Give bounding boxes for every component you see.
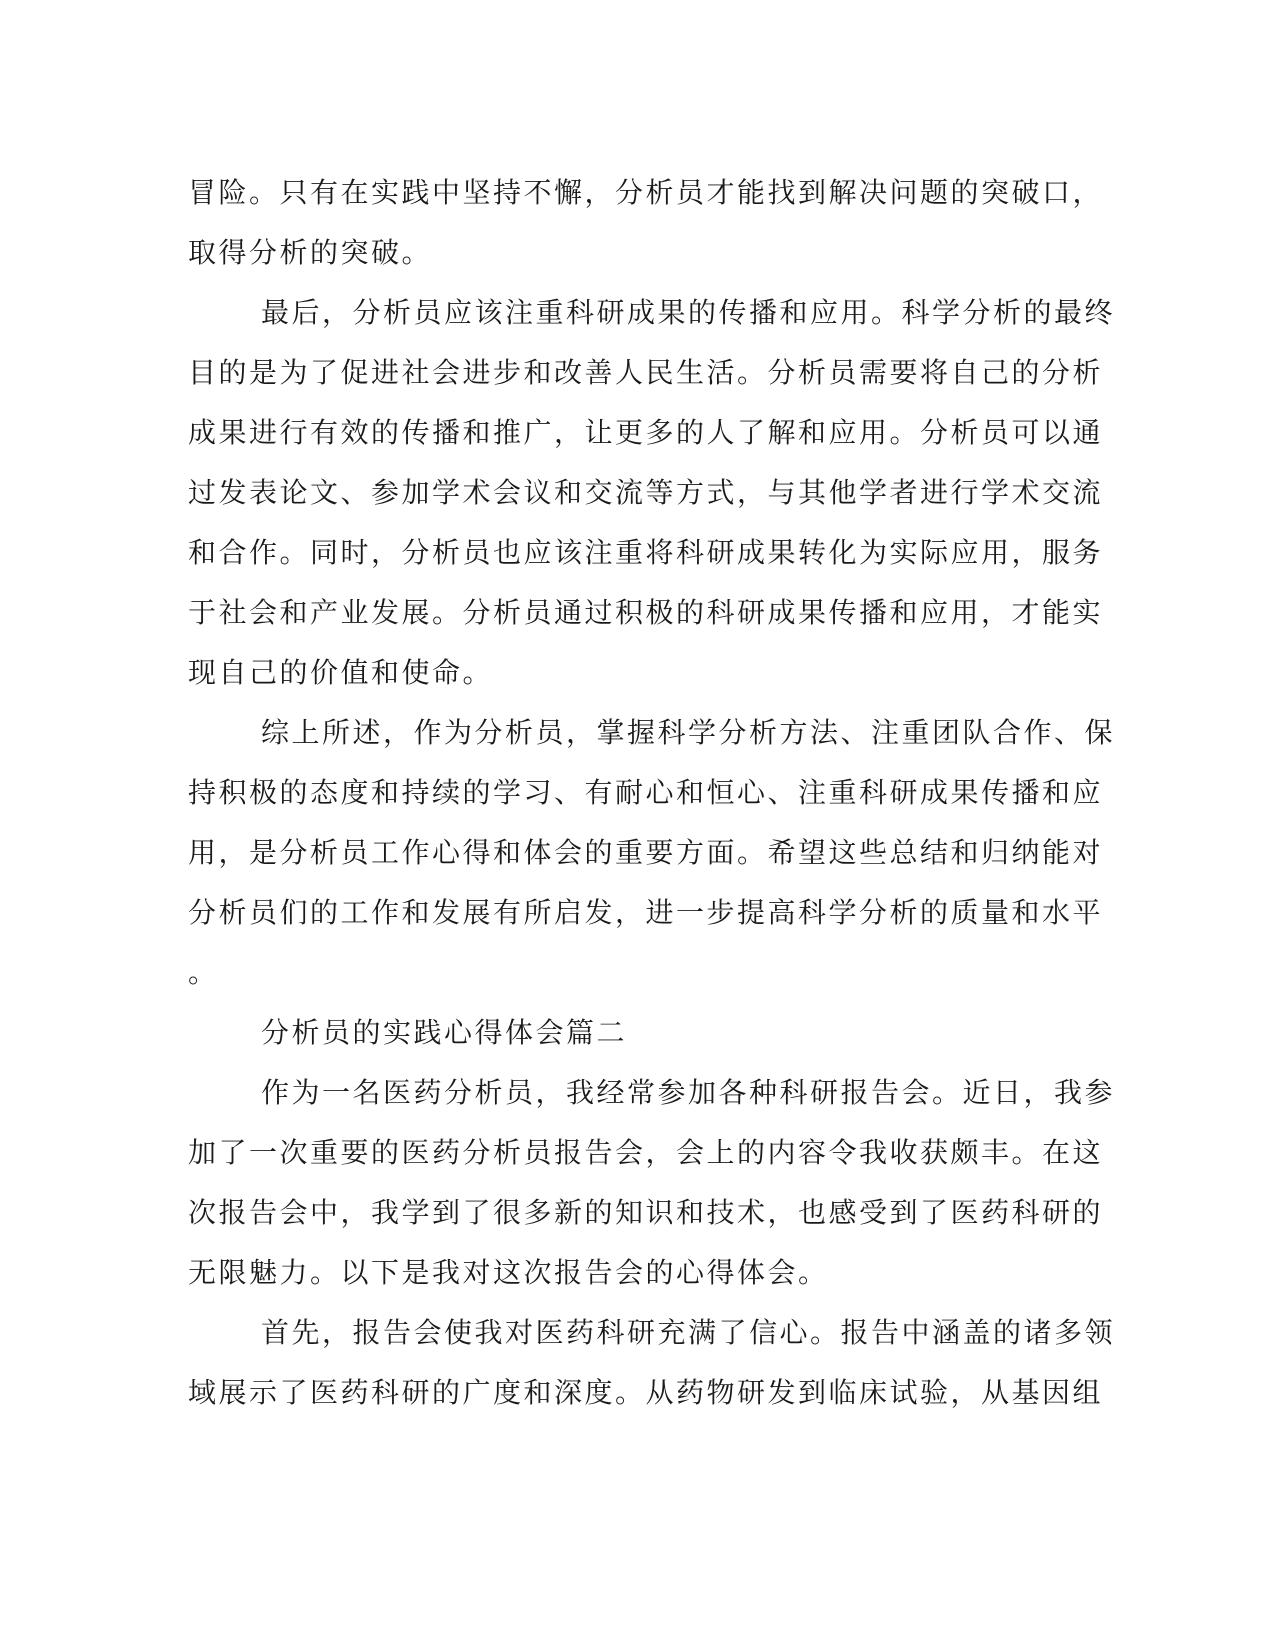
text-line: 无限魅力。以下是我对这次报告会的心得体会。 [188,1256,829,1289]
text-line: 和合作。同时，分析员也应该注重将科研成果转化为实际应用，服务 [188,536,1104,569]
text-line: 成果进行有效的传播和推广，让更多的人了解和应用。分析员可以通 [188,416,1104,449]
text-line: 持积极的态度和持续的学习、有耐心和恒心、注重科研成果传播和应 [188,776,1104,809]
text-line: 。 [188,956,219,989]
text-line: 冒险。只有在实践中坚持不懈，分析员才能找到解决问题的突破口， [188,176,1104,209]
section-heading: 分析员的实践心得体会篇二 [261,1016,628,1049]
paragraph-start-line: 最后，分析员应该注重科研成果的传播和应用。科学分析的最终 [261,296,1116,329]
paragraph-start-line: 首先，报告会使我对医药科研充满了信心。报告中涵盖的诸多领 [261,1316,1116,1349]
document-body [188,163,1116,1423]
text-line: 加了一次重要的医药分析员报告会，会上的内容令我收获颇丰。在这 [188,1136,1104,1169]
text-line: 取得分析的突破。 [188,236,433,269]
text-line: 目的是为了促进社会进步和改善人民生活。分析员需要将自己的分析 [188,356,1104,389]
text-line: 过发表论文、参加学术会议和交流等方式，与其他学者进行学术交流 [188,476,1104,509]
text-line: 于社会和产业发展。分析员通过积极的科研成果传播和应用，才能实 [188,596,1104,629]
text-line: 次报告会中，我学到了很多新的知识和技术，也感受到了医药科研的 [188,1196,1104,1229]
paragraph-start-line: 综上所述，作为分析员，掌握科学分析方法、注重团队合作、保 [261,716,1116,749]
text-line: 域展示了医药科研的广度和深度。从药物研发到临床试验，从基因组 [188,1376,1104,1409]
text-line: 分析员们的工作和发展有所启发，进一步提高科学分析的质量和水平 [188,896,1104,929]
paragraph-start-line: 作为一名医药分析员，我经常参加各种科研报告会。近日，我参 [261,1076,1116,1109]
text-line: 现自己的价值和使命。 [188,656,494,689]
text-line: 用，是分析员工作心得和体会的重要方面。希望这些总结和归纳能对 [188,836,1104,869]
